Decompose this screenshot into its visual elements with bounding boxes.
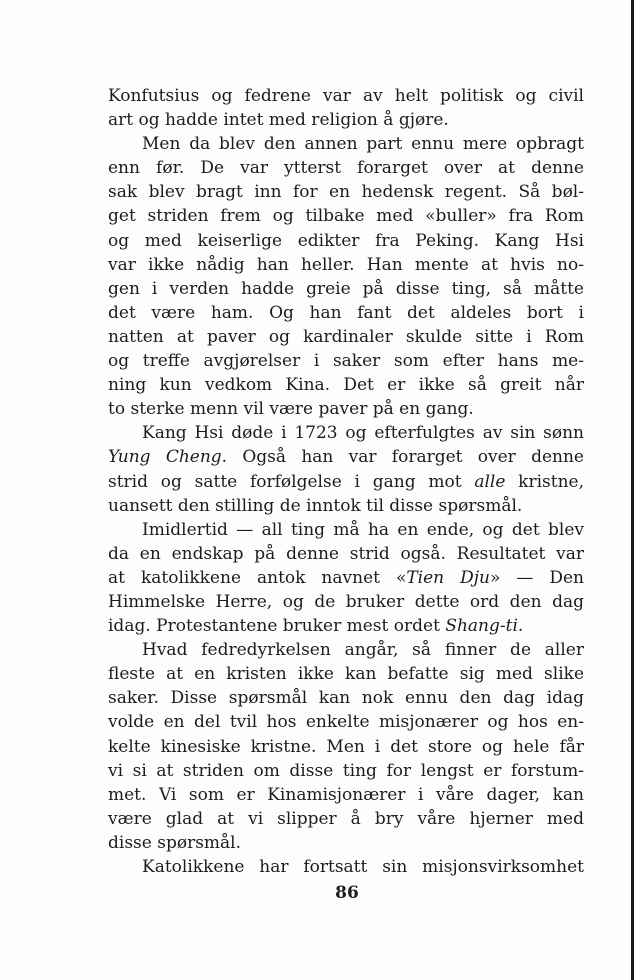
text-line: gen i verden hadde greie på disse ting, så måtte [108, 278, 584, 299]
text-line: var ikke nådig han heller. Han mente at hvis no- [108, 254, 584, 275]
text-line: ning kun vedkom Kina. Det er ikke så greit når [108, 375, 584, 396]
text-line: to sterke menn vil være paver på en gang. [108, 399, 474, 420]
text-line: sak blev bragt inn for en hedensk regent. Så bøl- [108, 182, 584, 203]
text-line: og med keiserlige edikter fra Peking. Kang Hsi [108, 230, 584, 251]
text-line: da en endskap på denne strid også. Resultatet var [108, 543, 584, 564]
text-line: Kang Hsi døde i 1723 og efterfulgtes av sin sønn [142, 423, 584, 444]
text-line: Yung Cheng. Også han var forarget over denne [108, 447, 584, 468]
text-line: Hvad fedredyrkelsen angår, så finner de aller [142, 640, 584, 661]
text-line: det være ham. Og han fant det aldeles bort i [108, 302, 584, 323]
text-line: met. Vi som er Kinamisjonærer i våre dager, kan [108, 784, 584, 805]
text-line: fleste at en kristen ikke kan befatte sig med slike [108, 664, 584, 685]
text-line: være glad at vi slipper å bry våre hjerner med [108, 808, 584, 829]
text-line: Konfutsius og fedrene var av helt politisk og civil [108, 86, 584, 106]
text-line: Himmelske Herre, og de bruker dette ord den dag [108, 591, 584, 612]
page-number: 86 [335, 883, 359, 903]
text-line: art og hadde intet med religion å gjøre. [108, 110, 449, 131]
body-text [108, 84, 584, 879]
text-line: Imidlertid — all ting må ha en ende, og det blev [142, 519, 584, 540]
text-line: uansett den stilling de inntok til disse spørsmål. [108, 495, 523, 516]
text-line: get striden frem og tilbake med «buller» fra Rom [108, 206, 584, 227]
text-line: volde en del tvil hos enkelte misjonærer og hos en- [108, 712, 584, 733]
text-line: kelte kinesiske kristne. Men i det store og hele får [108, 736, 584, 757]
text-line: Men da blev den annen part ennu mere opbragt [142, 134, 584, 155]
text-line: Katolikkene har fortsatt sin misjonsvirksomhet [142, 857, 584, 877]
text-line: at katolikkene antok navnet «Tien Dju» — Den [108, 567, 584, 588]
text-line: saker. Disse spørsmål kan nok ennu den dag idag [108, 688, 584, 709]
text-line: enn før. De var ytterst forarget over at denne [108, 158, 584, 179]
text-line: vi si at striden om disse ting for lengst er forstum- [108, 760, 584, 781]
text-line: idag. Protestantene bruker mest ordet Shang-ti. [108, 616, 524, 637]
text-line: natten at paver og kardinaler skulde sitte i Rom [108, 326, 584, 347]
text-line: strid og satte forfølgelse i gang mot alle kristne, [108, 471, 584, 492]
text-line: og treffe avgjørelser i saker som efter hans me- [108, 351, 584, 372]
text-line: disse spørsmål. [108, 832, 242, 853]
